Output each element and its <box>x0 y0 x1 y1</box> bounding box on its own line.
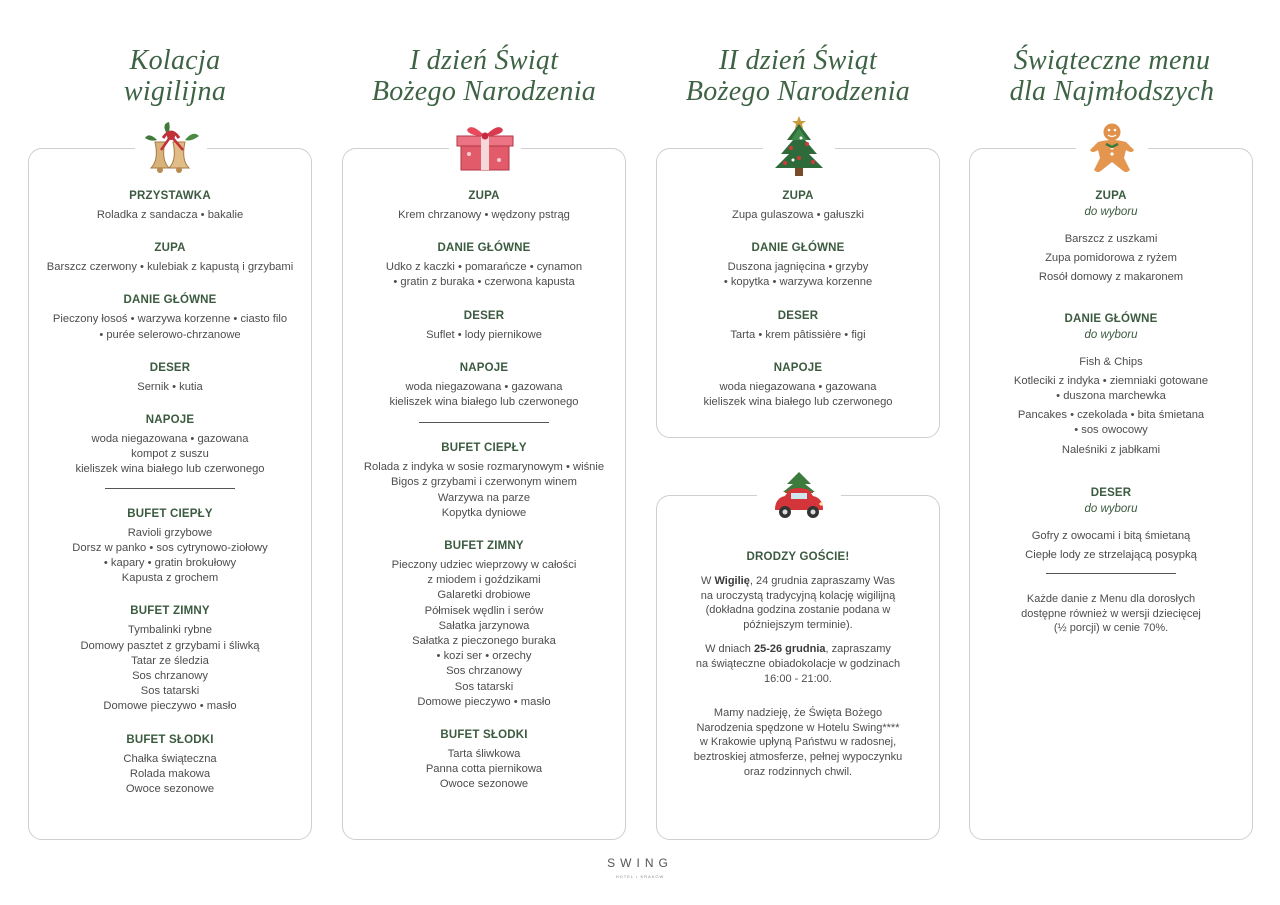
menu-item: Sernik • kutia <box>137 380 203 393</box>
section-heading: ZUPA <box>1095 190 1127 202</box>
menu-item: Bigos z grzybami i czerwonym winem <box>391 476 577 489</box>
guests-paragraph-holidays: W dniach 25-26 grudnia, zapraszamy na świąteczne obiadokolacje w godzinach 16:00 - 21:00. <box>695 643 901 685</box>
section-heading: BUFET SŁODKI <box>126 733 214 746</box>
menu-item: Tarta • krem pâtissière • figi <box>730 328 866 341</box>
menu-item: Domowe pieczywo • masło <box>417 695 551 708</box>
menu-item: kieliszek wina białego lub czerwonego <box>703 396 893 409</box>
menu-item: Zupa gulaszowa • gałuszki <box>731 209 865 221</box>
menu-item: Owoce sezonowe <box>125 783 215 796</box>
menu-item: • sos owocowy <box>1074 424 1148 437</box>
section-heading: BUFET CIEPŁY <box>441 442 527 455</box>
menu-item: Kotleciki z indyka • ziemniaki gotowane <box>1013 374 1209 387</box>
menu-item: Kapusta z grochem <box>121 572 219 585</box>
menu-card-first-day <box>342 148 626 840</box>
menu-item: Chałka świąteczna <box>123 752 217 765</box>
menu-card-wigilia <box>28 148 312 840</box>
divider <box>105 488 235 489</box>
section-heading: BUFET CIEPŁY <box>127 507 213 520</box>
section-heading: BUFET SŁODKI <box>440 729 528 742</box>
menu-item: Pieczony łosoś • warzywa korzenne • ciasto filo <box>52 313 288 326</box>
section-heading: DANIE GŁÓWNE <box>1064 312 1158 325</box>
menu-item: • kozi ser • orzechy <box>436 650 532 663</box>
menu-card-kids <box>969 148 1253 840</box>
menu-item: Pancakes • czekolada • bita śmietana <box>1017 409 1205 422</box>
menu-item: Rosół domowy z makaronem <box>1038 271 1184 284</box>
menu-item: Domowy pasztet z grzybami i śliwką <box>80 639 260 652</box>
section-heading: BUFET ZIMNY <box>444 540 524 553</box>
section-heading: DANIE GŁÓWNE <box>437 242 531 255</box>
section-subheading: do wyboru <box>1084 206 1138 218</box>
menu-item: Suflet • lody piernikowe <box>426 328 542 341</box>
menu-item: Pieczony udziec wieprzowy w całości <box>391 559 577 572</box>
menu-item: • gratin z buraka • czerwona kapusta <box>393 276 575 289</box>
menu-item: Owoce sezonowe <box>439 778 529 791</box>
column-title-second-day: II dzień Świąt Bożego Narodzenia <box>685 45 911 107</box>
section-heading: PRZYSTAWKA <box>129 190 211 202</box>
divider <box>419 422 549 423</box>
divider <box>1046 573 1176 574</box>
menu-item: Naleśniki z jabłkami <box>1061 443 1161 456</box>
menu-item: Ravioli grzybowe <box>127 526 213 539</box>
menu-item: woda niegazowana • gazowana <box>405 380 563 393</box>
column-title-wigilia: Kolacja wigilijna <box>123 45 227 107</box>
menu-item: woda niegazowana • gazowana <box>719 380 877 393</box>
menu-item: Udko z kaczki • pomarańcze • cynamon <box>385 261 583 274</box>
section-heading: ZUPA <box>154 242 186 255</box>
menu-item: Fish & Chips <box>1079 355 1143 368</box>
menu-item: woda niegazowana • gazowana <box>91 433 249 446</box>
menu-item: Krem chrzanowy • wędzony pstrąg <box>398 209 570 221</box>
section-heading: BUFET ZIMNY <box>130 605 210 618</box>
section-heading: DESER <box>1090 486 1132 499</box>
menu-item: Roladka z sandacza • bakalie <box>96 209 244 221</box>
gift-box-icon <box>449 119 521 177</box>
menu-item: Kopytka dyniowe <box>441 506 527 519</box>
column-title-kids: Świąteczne menu dla Najmłodszych <box>1009 45 1215 107</box>
menu-item: Rolada makowa <box>129 767 211 780</box>
menu-item: Sałatka jarzynowa <box>438 619 530 632</box>
menu-item: Tatar ze śledzia <box>131 654 209 667</box>
column-title-first-day: I dzień Świąt Bożego Narodzenia <box>371 45 597 107</box>
section-heading: DESER <box>149 361 191 374</box>
menu-item: Rolada z indyka w sosie rozmarynowym • wiśnie <box>363 461 605 474</box>
menu-item: Ciepłe lody ze strzelającą posypką <box>1025 549 1197 562</box>
menu-item: Sos tatarski <box>454 680 514 693</box>
menu-item: Sałatka z pieczonego buraka <box>412 635 556 648</box>
section-heading: DESER <box>777 309 819 322</box>
menu-item: Gofry z owocami i bitą śmietaną <box>1031 529 1191 542</box>
menu-item: Sos tatarski <box>140 685 200 698</box>
swing-logo: SWING <box>607 856 673 870</box>
menu-item: Tarta śliwkowa <box>447 748 521 761</box>
section-heading: NAPOJE <box>773 361 823 374</box>
section-heading: ZUPA <box>468 190 500 202</box>
gingerbread-man-icon <box>1076 119 1148 177</box>
kids-note: Każde danie z Menu dla dorosłych dostępne również w wersji dziecięcej (½ porcji) w cenie 70%. <box>1021 593 1201 635</box>
menu-item: kieliszek wina białego lub czerwonego <box>389 396 579 409</box>
menu-item: Półmisek wędlin i serów <box>424 604 544 617</box>
section-subheading: do wyboru <box>1084 328 1138 341</box>
menu-item: kompot z suszu <box>131 448 209 461</box>
christmas-bells-icon <box>135 119 207 177</box>
menu-item: Barszcz z uszkami <box>1064 233 1158 245</box>
guests-paragraph-wishes: Mamy nadzieję, że Święta Bożego Narodzenia spędzone w Hotelu Swing**** w Krakowie upłyną Państwu w radosnej, beztroskiej atmosferze, pełnej wypoczynku oraz rodzinnych chwil. <box>693 707 903 778</box>
section-subheading: do wyboru <box>1084 502 1138 515</box>
menu-item: Sos chrzanowy <box>132 670 208 683</box>
guests-paragraph-wigilia: W Wigilię, 24 grudnia zapraszamy Was na uroczystą tradycyjną kolację wigilijną (dokładna godzina zostanie podana w późniejszym terminie). <box>700 575 896 631</box>
section-heading: DESER <box>463 309 505 322</box>
christmas-tree-icon <box>763 113 835 179</box>
guests-info-card <box>656 495 940 840</box>
menu-item: • purée selerowo-chrzanowe <box>99 328 241 341</box>
section-heading: NAPOJE <box>145 414 195 427</box>
menu-item: • kapary • gratin brokułowy <box>103 557 237 570</box>
menu-item: kieliszek wina białego lub czerwonego <box>75 463 265 476</box>
guests-heading: DRODZY GOŚCIE! <box>746 551 850 563</box>
menu-item: Warzywa na parze <box>437 491 531 504</box>
section-heading: NAPOJE <box>459 361 509 374</box>
red-car-with-tree-icon <box>757 468 841 524</box>
menu-item: • kopytka • warzywa korzenne <box>723 276 873 289</box>
section-heading: ZUPA <box>782 190 814 202</box>
menu-item: z miodem i goździkami <box>427 574 541 587</box>
menu-card-second-day <box>656 148 940 438</box>
menu-item: Dorsz w panko • sos cytrynowo-ziołowy <box>72 541 268 554</box>
menu-item: Sos chrzanowy <box>446 665 522 678</box>
menu-item: Panna cotta piernikowa <box>425 763 543 776</box>
menu-item: • duszona marchewka <box>1056 390 1166 403</box>
menu-item: Galaretki drobiowe <box>437 589 531 602</box>
menu-item: Zupa pomidorowa z ryżem <box>1045 252 1177 265</box>
menu-item: Domowe pieczywo • masło <box>103 700 237 713</box>
menu-item: Tymbalinki rybne <box>128 624 212 637</box>
section-heading: DANIE GŁÓWNE <box>751 242 845 255</box>
menu-item: Duszona jagnięcina • grzyby <box>727 261 869 274</box>
section-heading: DANIE GŁÓWNE <box>123 294 217 307</box>
menu-item: Barszcz czerwony • kulebiak z kapustą i grzybami <box>46 261 294 274</box>
swing-logo-subtitle: HOTEL • KRAKÓW <box>615 874 665 879</box>
